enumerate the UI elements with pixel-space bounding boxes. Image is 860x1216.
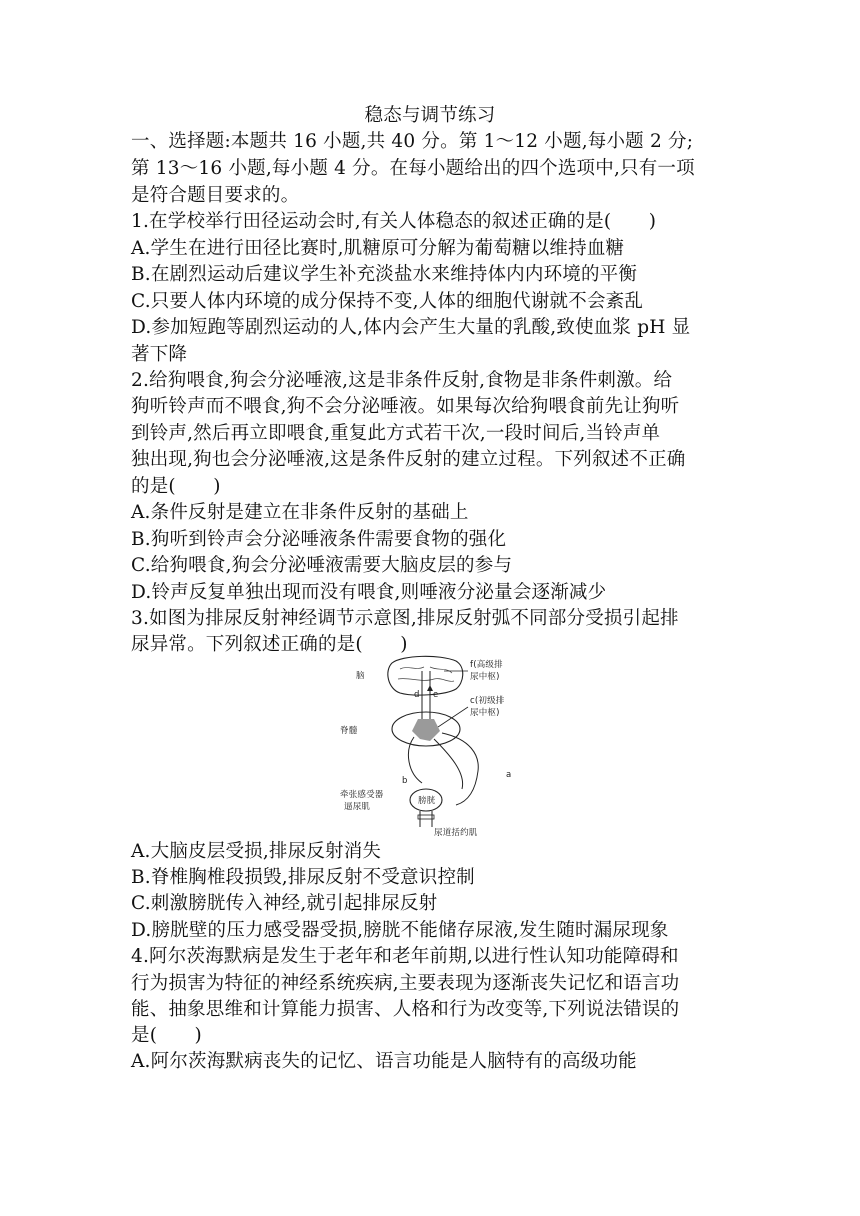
nerve-a-label: a (506, 770, 512, 780)
question-2-option-a: A.条件反射是建立在非条件反射的基础上 (131, 502, 469, 523)
nerve-b-label: b (402, 776, 408, 786)
question-3-option-c: C.刺激膀胱传入神经,就引起排尿反射 (131, 893, 438, 914)
tract-d-label: d (414, 690, 420, 700)
bladder-label: 膀胱 (418, 796, 436, 806)
sphincter-label: 尿道括约肌 (434, 828, 478, 838)
urination-reflex-figure (330, 655, 530, 839)
c-label-line2: 尿中枢) (470, 708, 500, 718)
question-2-option-c: C.给狗喂食,狗会分泌唾液需要大脑皮层的参与 (131, 555, 513, 576)
c-label-line1: c(初级排 (470, 696, 505, 706)
question-2-stem: 的是( ) (131, 476, 221, 497)
question-3-option-b: B.脊椎胸椎段损毁,排尿反射不受意识控制 (131, 867, 475, 888)
question-1-stem: 1.在学校举行田径运动会时,有关人体稳态的叙述正确的是( ) (131, 211, 657, 232)
question-4-option-a: A.阿尔茨海默病丧失的记忆、语言功能是人脑特有的高级功能 (131, 1051, 637, 1072)
question-2-stem: 2.给狗喂食,狗会分泌唾液,这是非条件反射,食物是非条件刺激。给 (131, 370, 673, 391)
section-intro-line: 一、选择题:本题共 16 小题,共 40 分。第 1～12 小题,每小题 2 分; (131, 131, 694, 152)
tract-e-label: e (433, 690, 439, 700)
f-label-line1: f(高级排 (470, 660, 503, 670)
question-2-stem: 独出现,狗也会分泌唾液,这是条件反射的建立过程。下列叙述不正确 (131, 449, 686, 470)
page-title: 稳态与调节练习 (364, 105, 496, 126)
detrusor-label: 逼尿肌 (344, 802, 371, 812)
receptor-label: 牵张感受器 (340, 790, 384, 800)
question-1-option-d: D.参加短跑等剧烈运动的人,体内会产生大量的乳酸,致使血浆 pH 显 (131, 317, 691, 338)
question-3-stem: 3.如图为排尿反射神经调节示意图,排尿反射弧不同部分受损引起排 (131, 608, 679, 629)
question-4-stem: 4.阿尔茨海默病是发生于老年和老年前期,以进行性认知功能障碍和 (131, 946, 679, 967)
question-2-stem: 到铃声,然后再立即喂食,重复此方式若干次,一段时间后,当铃声单 (131, 423, 661, 444)
question-2-option-b: B.狗听到铃声会分泌唾液条件需要食物的强化 (131, 529, 507, 550)
question-2-option-d: D.铃声反复单独出现而没有喂食,则唾液分泌量会逐渐减少 (131, 582, 607, 603)
question-1-option-d-cont: 著下降 (131, 344, 188, 365)
spinal-cord-label: 脊髓 (340, 726, 358, 736)
section-intro-line: 第 13～16 小题,每小题 4 分。在每小题给出的四个选项中,只有一项 (131, 158, 695, 179)
question-1-option-b: B.在剧烈运动后建议学生补充淡盐水来维持体内内环境的平衡 (131, 264, 638, 285)
question-1-option-a: A.学生在进行田径比赛时,肌糖原可分解为葡萄糖以维持血糖 (131, 238, 625, 259)
question-4-stem: 是( ) (131, 1025, 202, 1046)
f-label-line2: 尿中枢) (470, 672, 500, 682)
question-2-stem: 狗听铃声而不喂食,狗不会分泌唾液。如果每次给狗喂食前先让狗听 (131, 396, 680, 417)
question-3-stem: 尿异常。下列叙述正确的是( ) (131, 634, 408, 655)
section-intro-line: 是符合题目要求的。 (131, 185, 300, 206)
question-3-option-a: A.大脑皮层受损,排尿反射消失 (131, 841, 382, 862)
question-1-option-c: C.只要人体内环境的成分保持不变,人体的细胞代谢就不会紊乱 (131, 291, 644, 312)
question-4-stem: 行为损害为特征的神经系统疾病,主要表现为逐渐丧失记忆和语言功 (131, 973, 680, 994)
question-4-stem: 能、抽象思维和计算能力损害、人格和行为改变等,下列说法错误的 (131, 999, 680, 1020)
brain-label: 脑 (356, 671, 365, 681)
question-3-option-d: D.膀胱壁的压力感受器受损,膀胱不能储存尿液,发生随时漏尿现象 (131, 920, 669, 941)
